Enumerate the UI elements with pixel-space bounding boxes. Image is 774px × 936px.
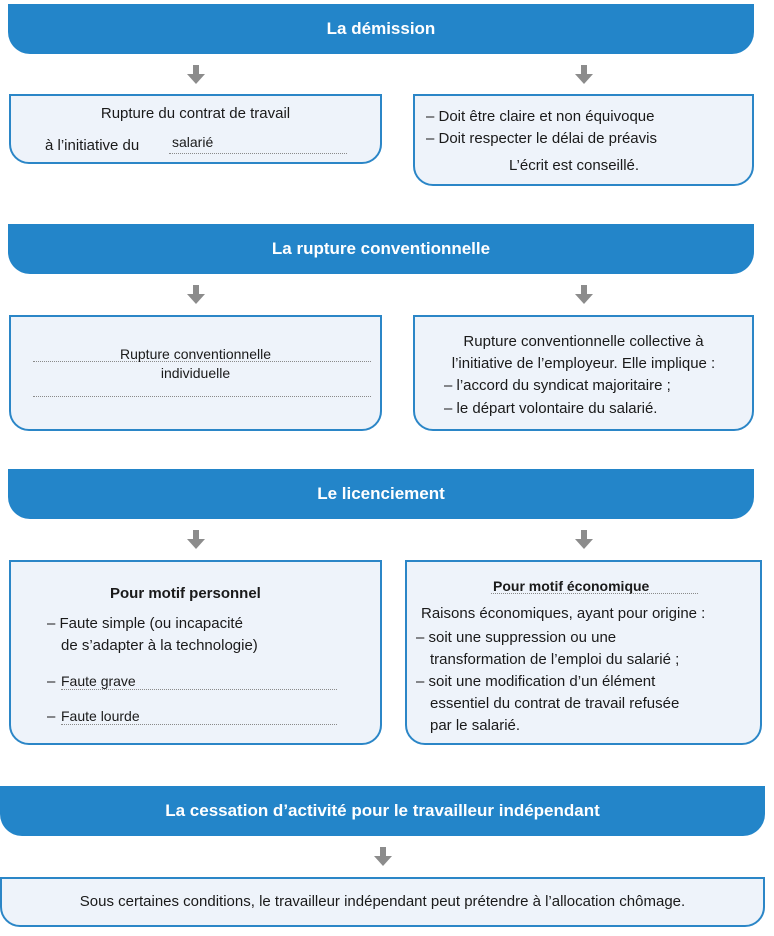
economique-intro: Raisons économiques, ayant pour origine : [421, 605, 706, 622]
answer-blank [61, 689, 337, 690]
collective-intro: l’initiative de l’employeur. Elle implique : [451, 355, 716, 372]
arrow-down-icon [185, 529, 207, 551]
answer-blank [491, 593, 698, 594]
rupture-type-line: Rupture conventionnelle [120, 346, 271, 362]
rupture-type-line: individuelle [160, 365, 231, 381]
arrow-down-icon [185, 64, 207, 86]
section-title: La cessation d’activité pour le travailleur indépendant [165, 801, 600, 820]
motif-economique-box [405, 560, 762, 745]
section-banner-cessation-activite [0, 786, 765, 836]
demission-conditions-box [413, 94, 754, 186]
answer-blank [61, 724, 337, 725]
motif-heading: Pour motif économique [493, 578, 650, 594]
answer-blank [33, 396, 371, 397]
arrow-down-icon [185, 284, 207, 306]
motif-personnel-box [9, 560, 382, 745]
motif-answer: Faute grave [61, 673, 136, 689]
answer-blank [169, 153, 347, 154]
cessation-activite-box [0, 877, 765, 927]
arrow-down-icon [573, 529, 595, 551]
condition-item: – Doit respecter le délai de préavis [426, 130, 657, 147]
arrow-down-icon [573, 284, 595, 306]
motif-item-dash: – [47, 673, 56, 690]
definition-answer: salarié [172, 134, 214, 150]
cessation-text: Sous certaines conditions, le travailleur indépendant peut prétendre à l’allocation chômage. [79, 893, 686, 910]
section-banner-licenciement [8, 469, 754, 519]
definition-line: Rupture du contrat de travail [100, 105, 291, 122]
arrow-down-icon [573, 64, 595, 86]
motif-answer: Faute lourde [61, 708, 140, 724]
answer-blank [33, 361, 371, 362]
economique-line: par le salarié. [430, 717, 521, 734]
section-banner-demission [8, 4, 754, 54]
collective-intro: Rupture conventionnelle collective à [463, 333, 704, 350]
demission-definition-box [9, 94, 382, 164]
economique-line: – soit une suppression ou une [416, 629, 617, 646]
economique-line: essentiel du contrat de travail refusée [430, 695, 680, 712]
section-title: Le licenciement [317, 484, 445, 503]
economique-line: – soit une modification d’un élément [416, 673, 656, 690]
section-title: La rupture conventionnelle [271, 239, 491, 258]
rupture-individuelle-box [9, 315, 382, 431]
motif-heading: Pour motif personnel [110, 585, 261, 602]
collective-item: – l’accord du syndicat majoritaire ; [444, 377, 671, 394]
rupture-collective-box [413, 315, 754, 431]
economique-line: transformation de l’emploi du salarié ; [430, 651, 680, 668]
section-title: La démission [326, 19, 436, 38]
section-banner-rupture-conventionnelle [8, 224, 754, 274]
definition-prefix: à l’initiative du [45, 137, 140, 154]
condition-item: – Doit être claire et non équivoque [426, 108, 655, 125]
condition-note: L’écrit est conseillé. [509, 157, 640, 174]
motif-item: de s’adapter à la technologie) [61, 637, 258, 654]
arrow-down-icon [372, 846, 394, 868]
collective-item: – le départ volontaire du salarié. [444, 400, 658, 417]
motif-item-dash: – [47, 708, 56, 725]
motif-item: – Faute simple (ou incapacité [47, 615, 243, 632]
